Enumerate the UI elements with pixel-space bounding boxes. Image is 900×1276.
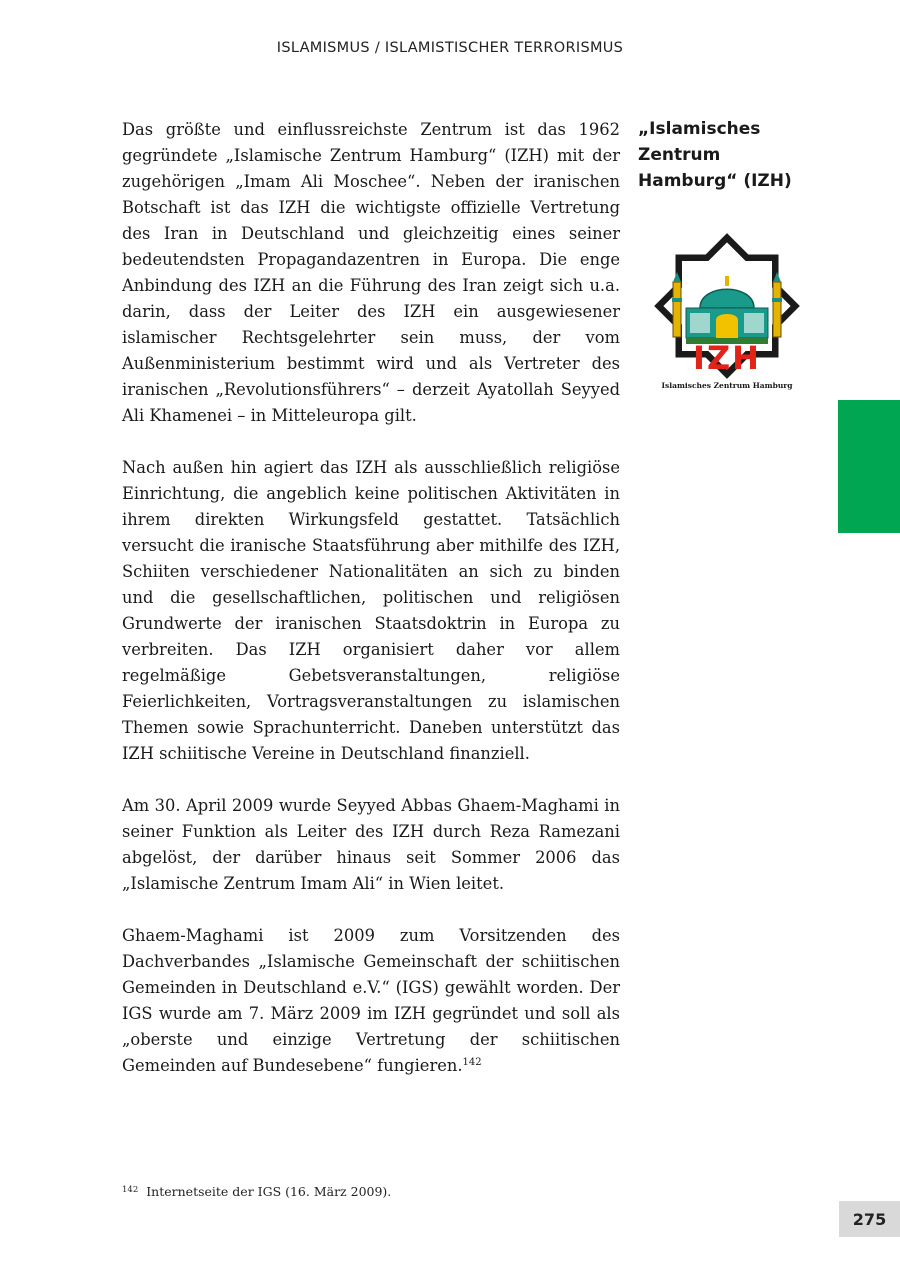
paragraph-izh-activities: Nach außen hin agiert das IZH als ausschließlich religiöse Einrichtung, die angeblich keine politischen Aktivitäten in ihrem direkten Wirkungsfeld gestattet. Tatsächlich versucht die iranische Staatsführung aber mithilfe des IZH, Schiiten verschiedener Nationalitäten an sich zu binden und die gesellschaftlichen, politischen und religiösen Grundwerte der iranischen Staatsdoktrin in Europa zu verbreiten. Das IZH organisiert daher vor allem regelmäßige Gebetsveranstaltungen, religiöse Feierlichkeiten, Vortragsveranstaltungen zu islamischen Themen sowie Sprachunterricht. Daneben unterstützt das IZH schiitische Vereine in Deutschland finanziell. [122,458,620,763]
margin-heading-line: Hamburg“ (IZH) [638,171,792,191]
footnote-text: Internetseite der IGS (16. März 2009). [146,1184,392,1199]
logo-minaret-right [773,282,781,337]
margin-heading-line: „Islamisches [638,119,761,139]
logo-caption: Islamisches Zentrum Hamburg [661,381,793,390]
paragraph-igs [122,923,620,1079]
margin-heading [638,116,798,194]
page-number-text: 275 [852,1209,887,1229]
footnote-number: 142 [122,1185,139,1195]
logo-tile-right [744,313,764,333]
paragraph-izh-intro: Das größte und einflussreichste Zentrum ist das 1962 gegründete „Islamische Zentrum Hamburg“ (IZH) mit der zugehörigen „Imam Ali Moschee“. Neben der iranischen Botschaft ist das IZH die wichtigste offizielle Vertretung des Iran in Deutschland und gleichzeitig eines seiner bedeutendsten Propagandazentren in Europa. Die enge Anbindung des IZH an die Führung des Iran zeigt sich u.a. darin, dass der Leiter des IZH ein ausgewiesener islamischer Rechtsgelehrter sein muss, der vom Außenministerium bestimmt wird und als Vertreter des iranischen „Revolutionsführers“ – derzeit Ayatollah Seyyed Ali Khamenei – in Mitteleuropa gilt. [122,120,620,425]
paragraph-igs-text: Ghaem-Maghami ist 2009 zum Vorsitzenden des Dachverbandes „Islamische Gemeinschaft der schiitischen Gemeinden in Deutschland e.V.“ (IGS) gewählt worden. Der IGS wurde am 7. März 2009 im IZH gegründet und soll als „oberste und einzige Vertretung der schiitischen Gemeinden auf Bundesebene“ fungieren. [122,926,620,1075]
logo-letters: IZH [693,339,761,377]
page-number [839,1201,900,1237]
logo-arch [716,314,738,338]
logo-dome-finial [725,276,729,286]
izh-logo [638,228,816,393]
logo-tile-left [690,313,710,333]
footnote [122,1184,622,1199]
logo-minaret-left-ring [672,298,682,302]
main-text-column [122,117,620,1105]
footnote-reference: 142 [462,1057,482,1068]
margin-heading-line: Zentrum [638,145,721,165]
section-color-tab [838,400,900,533]
paragraph-leadership-change: Am 30. April 2009 wurde Seyyed Abbas Ghaem-Maghami in seiner Funktion als Leiter des IZH durch Reza Ramezani abgelöst, der darüber hinaus seit Sommer 2006 das „Islamische Zentrum Imam Ali“ in Wien leitet. [122,796,620,893]
logo-minaret-right-ring [772,298,782,302]
logo-minaret-left [673,282,681,337]
running-header: ISLAMISMUS / ISLAMISTISCHER TERRORISMUS [276,40,624,56]
